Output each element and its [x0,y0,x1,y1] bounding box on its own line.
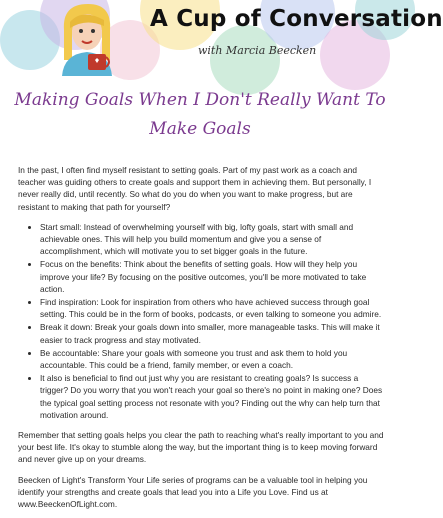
intro-paragraph: In the past, I often find myself resistant to setting goals. Part of my past work as a coach and teacher was guiding others to create goals and support them in achieving them. But personally, I never really did, until recently. So what do you do when you want to make progress, but are resistant to making that path for yourself? [18,165,372,212]
tips-list [18,221,384,421]
list-item: • It also is beneficial to find out just why you are resistant to creating goals? Is success a trigger? Do you worry that you won't reach your goal so there's no point in making one? Does the typical goal setting process not resonate with you? Finding out the why can help turn that motivation around. [40,372,384,421]
conclusion-paragraph: Remember that setting goals helps you clear the path to reaching what's really important to you and your best life. It's okay to stumble along the way, but the important thing is to keep moving forward and never give up on your dreams. [18,430,384,465]
list-item: • Be accountable: Share your goals with someone you trust and ask them to hold you accountable. This could be a friend, family member, or even a coach. [40,347,384,371]
list-item: • Break it down: Break your goals down into smaller, more manageable tasks. This will make it easier to track progress and stay motivated. [40,321,384,345]
header-banner [0,0,443,80]
list-item: • Start small: Instead of overwhelming yourself with big, lofty goals, start with small and achievable ones. This will help you build momentum and give you a sense of accomplishment, which will motivate you to set bigger goals in the future. [40,221,384,258]
closing-paragraph: Beecken of Light's Transform Your Life series of programs can be a valuable tool in helping you identify your strengths and create goals that lead you into a Life you Love. Find us at www.BeeckenOfLight.com. [18,474,368,510]
site-title: A Cup of Conversation [150,6,443,32]
site-subtitle: with Marcia Beecken [198,44,317,57]
list-item: • Focus on the benefits: Think about the benefits of setting goals. How will they help you improve your life? By focusing on the positive outcomes, you'll be more motivated to take action. [40,258,384,295]
article-body [18,164,384,518]
avatar-illustration [52,0,122,76]
list-item: • Find inspiration: Look for inspiration from others who have achieved success through goal setting. This could be in the form of books, podcasts, or even talking to someone you admire. [40,296,384,320]
article-title: Making Goals When I Don't Really Want To Make Goals [14,90,386,139]
